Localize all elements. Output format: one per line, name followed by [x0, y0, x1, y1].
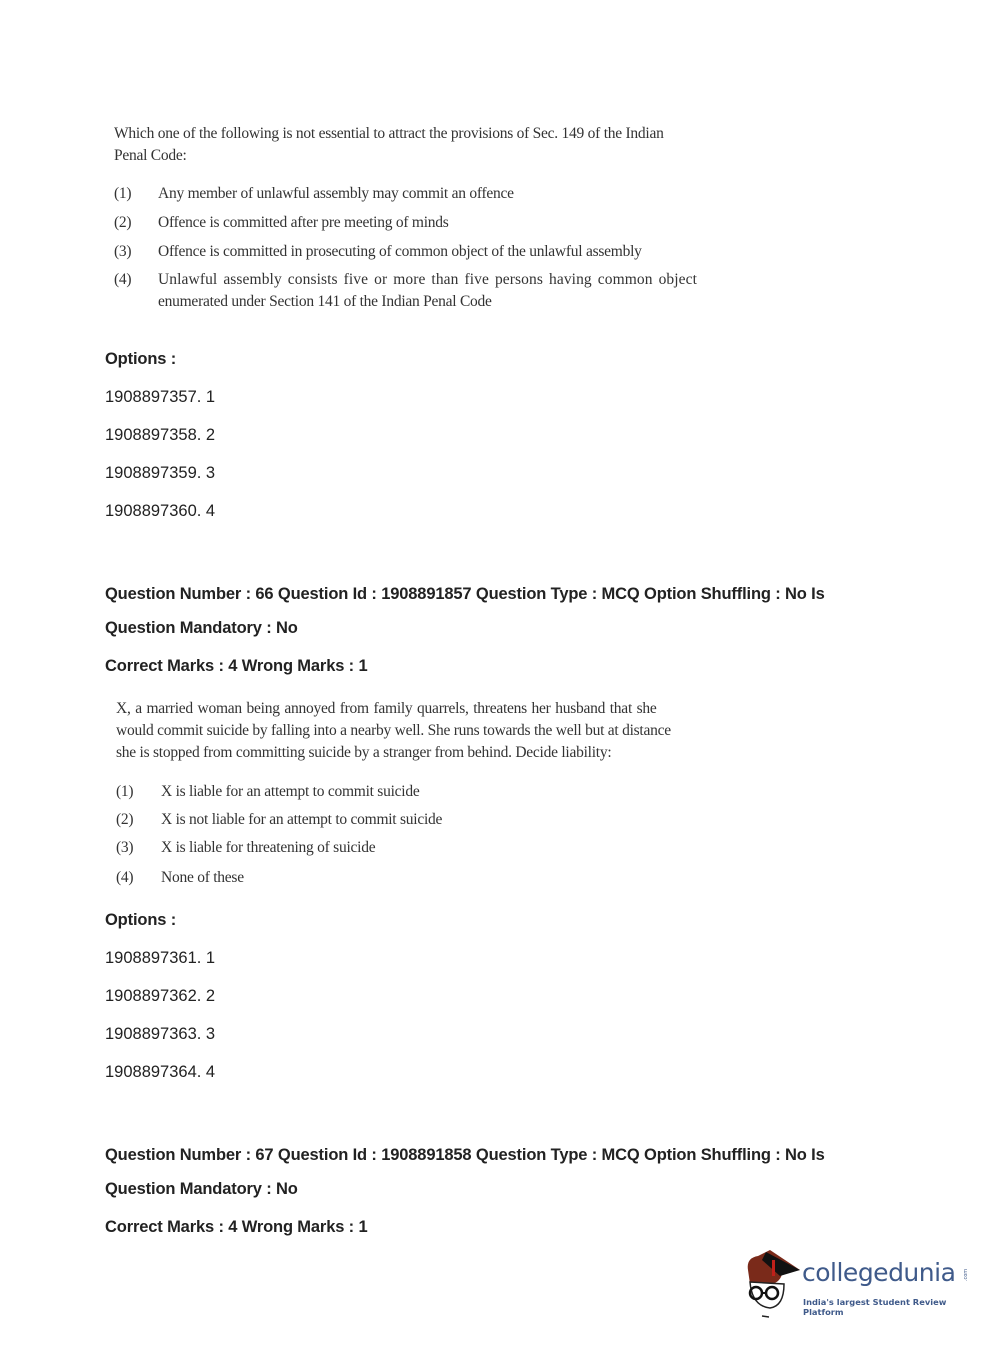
q66-marks: Correct Marks : 4 Wrong Marks : 1 [105, 657, 368, 675]
q66-option: 1908897363. 3 [105, 1025, 216, 1043]
q66-choice-text: X is liable for an attempt to commit suicide [161, 783, 420, 800]
q65-choice-num: (2) [114, 214, 132, 231]
mascot-icon [742, 1248, 802, 1320]
q67-marks: Correct Marks : 4 Wrong Marks : 1 [105, 1218, 368, 1236]
q65-choice-text: Any member of unlawful assembly may commit an offence [158, 185, 514, 202]
q66-choice-text: X is liable for threatening of suicide [161, 839, 376, 856]
q66-option: 1908897362. 2 [105, 987, 216, 1005]
q66-option: 1908897361. 1 [105, 949, 216, 967]
q65-choice-text: Offence is committed in prosecuting of common object of the unlawful assembly [158, 243, 642, 260]
q65-choice-num: (1) [114, 185, 132, 202]
q66-stem-line-1: X, a married woman being annoyed from family quarrels, threatens her husband that she [116, 700, 657, 717]
q66-header-line-1: Question Number : 66 Question Id : 1908891857 Question Type : MCQ Option Shuffling : No Is [105, 585, 825, 603]
q65-stem-line-1: Which one of the following is not essential to attract the provisions of Sec. 149 of the Indian [114, 125, 664, 142]
q65-options-label: Options : [105, 350, 177, 368]
q66-choice-num: (3) [116, 839, 134, 856]
logo-wordmark: collegedunia [802, 1258, 956, 1287]
q65-option: 1908897358. 2 [105, 426, 216, 444]
q65-choice-num: (3) [114, 243, 132, 260]
q67-header-line-1: Question Number : 67 Question Id : 1908891858 Question Type : MCQ Option Shuffling : No Is [105, 1146, 825, 1164]
q66-options-label: Options : [105, 911, 177, 929]
q66-option: 1908897364. 4 [105, 1063, 216, 1081]
logo-tagline: India's largest Student Review Platform [803, 1297, 947, 1317]
q66-stem-line-2: would commit suicide by falling into a nearby well. She runs towards the well but at distance [116, 722, 671, 739]
q66-choice-num: (1) [116, 783, 134, 800]
collegedunia-logo [742, 1248, 972, 1320]
q65-choice-num: (4) [114, 271, 132, 288]
q67-header-line-2: Question Mandatory : No [105, 1180, 298, 1198]
q66-choice-text: None of these [161, 869, 244, 886]
q65-choice-text: Unlawful assembly consists five or more than five persons having common object [158, 271, 698, 288]
q66-choice-num: (4) [116, 869, 134, 886]
logo-suffix: .com [963, 1268, 970, 1282]
q65-choice-text: enumerated under Section 141 of the Indian Penal Code [158, 293, 492, 310]
q66-header-line-2: Question Mandatory : No [105, 619, 298, 637]
q65-choice-text: Offence is committed after pre meeting of minds [158, 214, 449, 231]
q65-option: 1908897359. 3 [105, 464, 216, 482]
q66-choice-text: X is not liable for an attempt to commit suicide [161, 811, 443, 828]
q65-stem-line-2: Penal Code: [114, 147, 187, 164]
q65-option: 1908897360. 4 [105, 502, 216, 520]
q65-option: 1908897357. 1 [105, 388, 216, 406]
q66-choice-num: (2) [116, 811, 134, 828]
q66-stem-line-3: she is stopped from committing suicide by a stranger from behind. Decide liability: [116, 744, 612, 761]
